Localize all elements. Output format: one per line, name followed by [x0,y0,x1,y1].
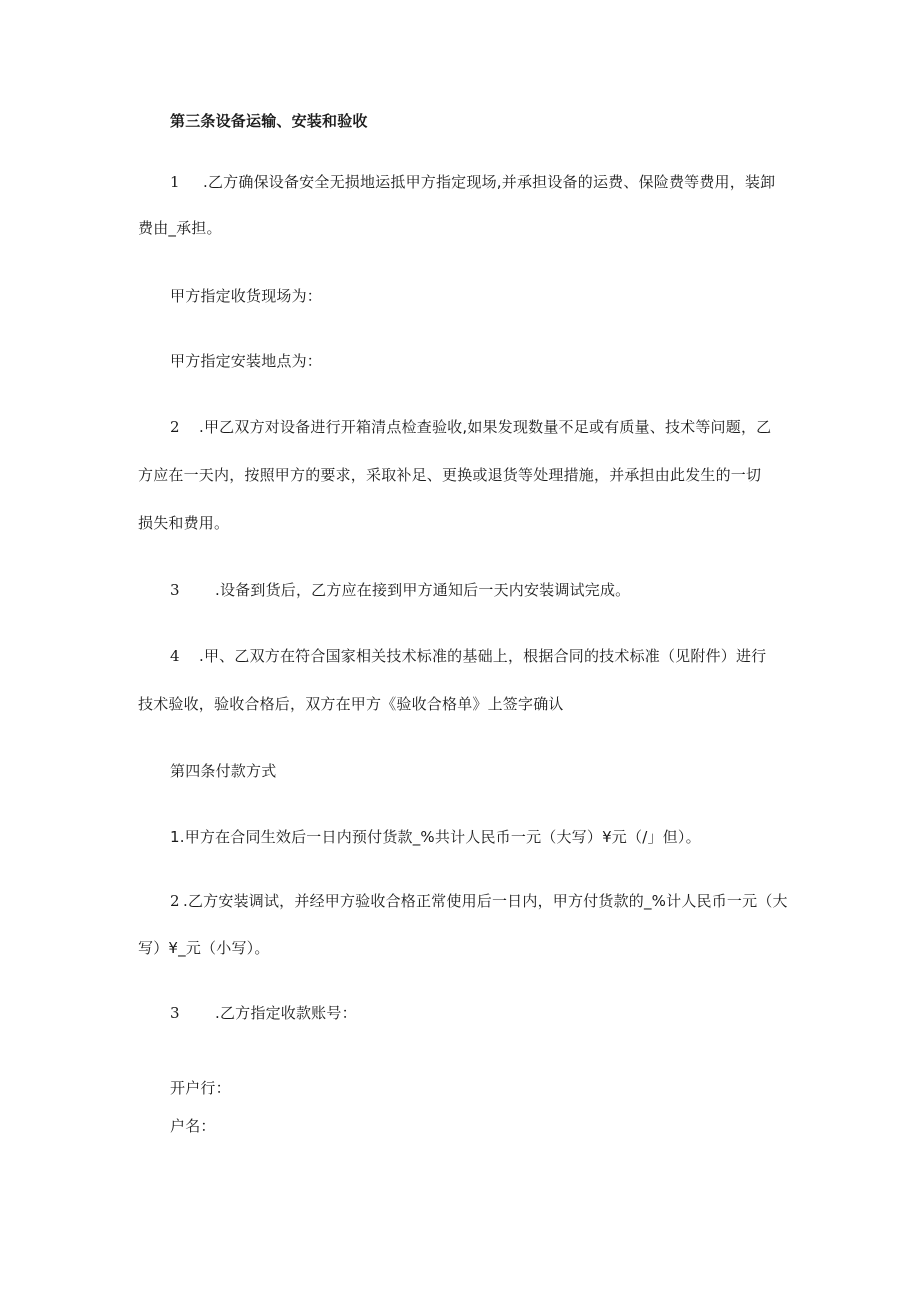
account-name-label: 户名： [170,1117,216,1135]
article-3-item-2-line-1: .甲乙双方对设备进行开箱清点检查验收,如果发现数量不足或有质量、技术等问题，乙 [199,418,772,436]
article-3-item-3-number: 3 [170,581,180,599]
article-4-item-2-line-2: 写）¥_元（小写）。 [138,939,270,957]
article-3-item-4-line-1: .甲、乙双方在符合国家相关技术标准的基础上，根据合同的技术标准（见附件）进行 [199,647,767,665]
article-4-item-3-line-1: .乙方指定收款账号： [215,1004,357,1022]
article-4-item-3-number: 3 [170,1004,180,1022]
bank-label: 开户行： [170,1079,231,1097]
article-3-item-1-number: 1 [170,173,180,191]
article-4-item-1-line-1: 1.甲方在合同生效后一日内预付货款_%共计人民币一元（大写）¥元（/」但）。 [170,828,701,846]
article-3-item-1-line-2: 费由_承担。 [138,219,222,237]
article-4-heading: 第四条付款方式 [170,762,277,780]
article-3-heading: 第三条设备运输、安装和验收 [170,112,368,130]
article-4-item-2-line-1: .乙方安装调试，并经甲方验收合格正常使用后一日内，甲方付货款的_%计人民币一元（大 [183,892,788,910]
receive-site-label: 甲方指定收货现场为： [170,287,323,305]
article-4-item-2-number: 2 [170,892,180,910]
article-3-item-2-line-3: 损失和费用。 [138,514,230,532]
article-3-item-2-number: 2 [170,418,180,436]
article-3-item-2-line-2: 方应在一天内，按照甲方的要求，采取补足、更换或退货等处理措施，并承担由此发生的一切 [138,466,762,484]
article-3-item-1-line-1: .乙方确保设备安全无损地运抵甲方指定现场,并承担设备的运费、保险费等费用，装卸 [203,173,776,191]
article-3-item-4-number: 4 [170,647,180,665]
install-site-label: 甲方指定安装地点为： [170,352,323,370]
article-3-item-3-line-1: .设备到货后，乙方应在接到甲方通知后一天内安装调试完成。 [215,581,631,599]
article-3-item-4-line-2: 技术验收，验收合格后，双方在甲方《验收合格单》上签字确认 [138,695,564,713]
